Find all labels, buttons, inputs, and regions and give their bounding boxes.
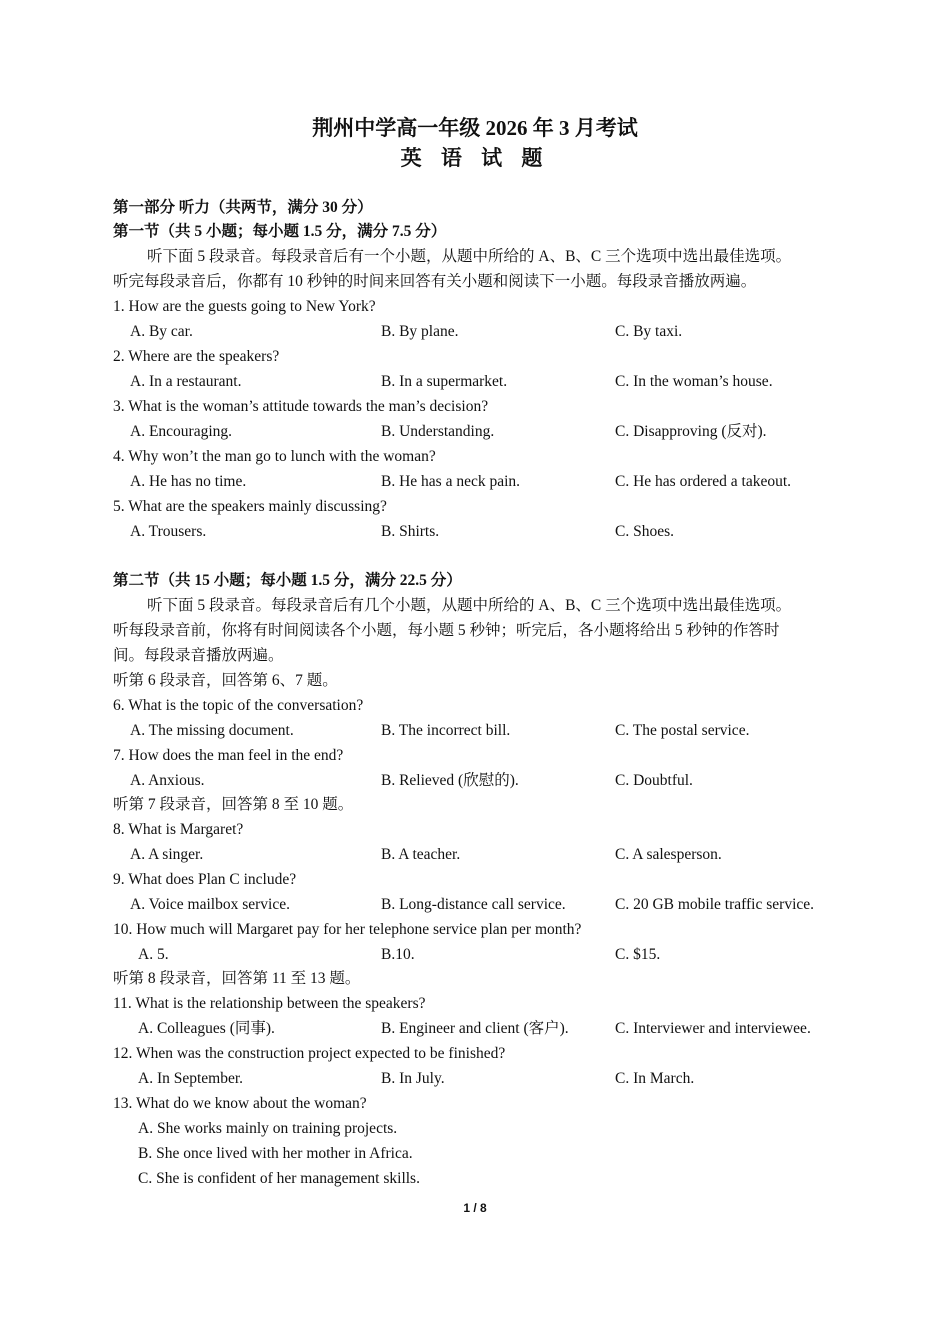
q1-option-b: B. By plane.: [381, 323, 459, 340]
section2-instruction-1: 听下面 5 段录音。每段录音后有几个小题，从题中所给的 A、B、C 三个选项中选出最佳选项。: [147, 597, 792, 614]
question-12: 12. When was the construction project expected to be finished?: [113, 1045, 506, 1062]
q10-option-b: B.10.: [381, 946, 415, 963]
q11-option-b: B. Engineer and client (客户).: [381, 1020, 569, 1037]
section1-heading: 第一节（共 5 小题；每小题 1.5 分，满分 7.5 分）: [113, 223, 447, 240]
q9-option-b: B. Long-distance call service.: [381, 896, 566, 913]
section2-heading: 第二节（共 15 小题；每小题 1.5 分，满分 22.5 分）: [113, 572, 462, 589]
q3-option-b: B. Understanding.: [381, 423, 495, 440]
exam-subtitle: 英 语 试 题: [400, 146, 550, 170]
q7-option-c: C. Doubtful.: [615, 772, 693, 789]
q1-option-a: A. By car.: [130, 323, 193, 340]
q3-option-a: A. Encouraging.: [130, 423, 233, 440]
q7-option-a: A. Anxious.: [130, 772, 205, 789]
q10-option-a: A. 5.: [138, 946, 169, 963]
q9-option-a: A. Voice mailbox service.: [130, 896, 290, 913]
q6-option-a: A. The missing document.: [130, 722, 294, 739]
question-2: 2. Where are the speakers?: [113, 348, 280, 365]
q5-option-c: C. Shoes.: [615, 523, 674, 540]
q1-option-c: C. By taxi.: [615, 323, 683, 340]
question-13: 13. What do we know about the woman?: [113, 1095, 367, 1112]
question-6: 6. What is the topic of the conversation?: [113, 697, 364, 714]
q7-option-b: B. Relieved (欣慰的).: [381, 772, 519, 789]
q12-option-c: C. In March.: [615, 1070, 695, 1087]
question-4: 4. Why won’t the man go to lunch with the woman?: [113, 448, 436, 465]
q8-option-c: C. A salesperson.: [615, 846, 722, 863]
group-7-instruction: 听第 7 段录音，回答第 8 至 10 题。: [113, 796, 354, 813]
q4-option-b: B. He has a neck pain.: [381, 473, 521, 490]
section2-instruction-3: 间。每段录音播放两遍。: [113, 647, 284, 664]
q13-option-a: A. She works mainly on training projects.: [138, 1120, 398, 1137]
q4-option-c: C. He has ordered a takeout.: [615, 473, 792, 490]
q3-option-c: C. Disapproving (反对).: [615, 423, 767, 440]
q9-option-c: C. 20 GB mobile traffic service.: [615, 896, 815, 913]
question-8: 8. What is Margaret?: [113, 821, 244, 838]
q6-option-b: B. The incorrect bill.: [381, 722, 511, 739]
q8-option-b: B. A teacher.: [381, 846, 461, 863]
q2-option-b: B. In a supermarket.: [381, 373, 508, 390]
q12-option-b: B. In July.: [381, 1070, 445, 1087]
question-11: 11. What is the relationship between the speakers?: [113, 995, 426, 1012]
question-10: 10. How much will Margaret pay for her telephone service plan per month?: [113, 921, 582, 938]
question-5: 5. What are the speakers mainly discussing?: [113, 498, 387, 515]
q8-option-a: A. A singer.: [130, 846, 204, 863]
q12-option-a: A. In September.: [138, 1070, 244, 1087]
section2-instruction-2: 听每段录音前，你将有时间阅读各个小题，每小题 5 秒钟；听完后，各小题将给出 5 秒钟的作答时: [113, 622, 780, 639]
part1-heading: 第一部分 听力（共两节，满分 30 分）: [113, 199, 373, 216]
page-number: 1 / 8: [463, 1201, 487, 1215]
question-9: 9. What does Plan C include?: [113, 871, 297, 888]
q5-option-b: B. Shirts.: [381, 523, 440, 540]
q4-option-a: A. He has no time.: [130, 473, 247, 490]
section1-instruction-1: 听下面 5 段录音。每段录音后有一个小题，从题中所给的 A、B、C 三个选项中选出最佳选项。: [147, 248, 792, 265]
question-7: 7. How does the man feel in the end?: [113, 747, 344, 764]
q2-option-c: C. In the woman’s house.: [615, 373, 773, 390]
q5-option-a: A. Trousers.: [130, 523, 207, 540]
q11-option-c: C. Interviewer and interviewee.: [615, 1020, 811, 1037]
question-3: 3. What is the woman’s attitude towards the man’s decision?: [113, 398, 489, 415]
question-1: 1. How are the guests going to New York?: [113, 298, 376, 315]
exam-title: 荆州中学高一年级 2026 年 3 月考试: [312, 116, 638, 140]
q6-option-c: C. The postal service.: [615, 722, 750, 739]
q11-option-a: A. Colleagues (同事).: [138, 1020, 275, 1037]
group-6-instruction: 听第 6 段录音，回答第 6、7 题。: [113, 672, 338, 689]
section1-instruction-2: 听完每段录音后，你都有 10 秒钟的时间来回答有关小题和阅读下一小题。每段录音播放两遍。: [113, 273, 757, 290]
q13-option-c: C. She is confident of her management skills.: [138, 1170, 420, 1187]
q13-option-b: B. She once lived with her mother in Africa.: [138, 1145, 413, 1162]
group-8-instruction: 听第 8 段录音，回答第 11 至 13 题。: [113, 970, 361, 987]
q2-option-a: A. In a restaurant.: [130, 373, 242, 390]
q10-option-c: C. $15.: [615, 946, 661, 963]
